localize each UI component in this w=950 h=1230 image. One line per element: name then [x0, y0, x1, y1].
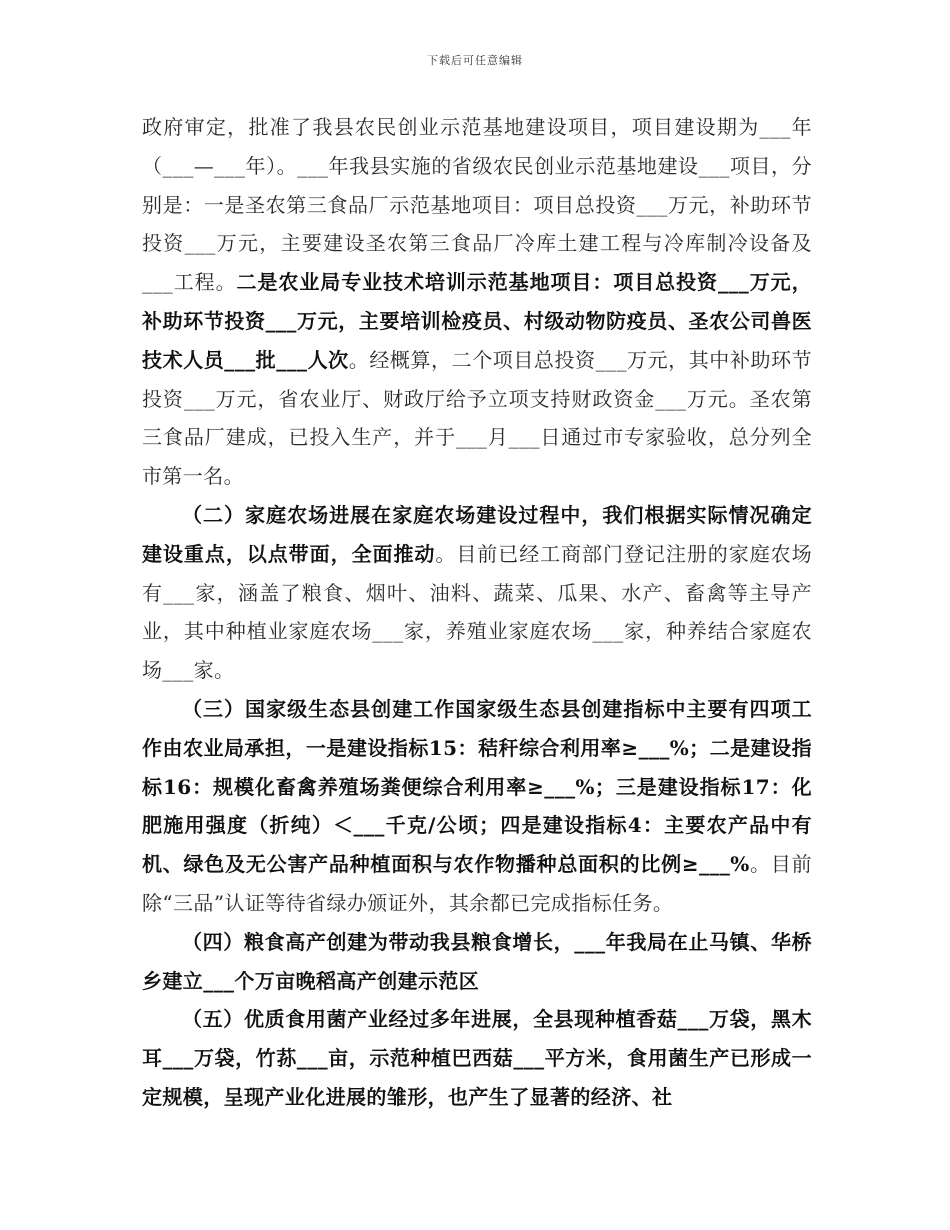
paragraph-eco-county: [142, 690, 812, 923]
paragraph-bold-text: （三）国家级生态县创建工作国家级生态县创建指标中主要有四项工作由农业局承担，一是建设指标15：秸秆综合利用率≥___%；二是建设指标16：规模化畜禽养殖场粪便综合利用率≥___%；三是建设指标17：化肥施用强度（折纯）＜___千克/公顷；四是建设指标4：主要农产品中有机、绿色及无公害产品种植面积与农作物播种总面积的比例≥___%: [142, 696, 812, 877]
document-body: [142, 108, 812, 1117]
paragraph-text: 政府审定，批准了我县农民创业示范基地建设项目，项目建设期为___年（___—___年）。___年我县实施的省级农民创业示范基地建设___项目，分别是：一是圣农第三食品厂示范基地项目：项目总投资___万元，补助环节投资___万元，主要建设圣农第三食品厂冷库土建工程与冷库制冷设备及___工程。: [142, 115, 812, 295]
paragraph-text: 。目前已经工商部门登记注册的家庭农场有___家，涵盖了粮食、烟叶、油料、蔬菜、瓜果、水产、畜禽等主导产业，其中种植业家庭农场___家，养殖业家庭农场___家，种养结合家庭农场___家。: [142, 541, 813, 683]
paragraph-grain-yield: [142, 923, 812, 1001]
paragraph-family-farm: [142, 496, 812, 690]
paragraph-project-approval: [142, 108, 812, 496]
paragraph-bold-text: （四）粮食高产创建为带动我县粮食增长，___年我局在止马镇、华桥乡建立___个万亩晚稻高产创建示范区: [142, 929, 812, 993]
page-header-note: 下载后可任意编辑: [427, 54, 523, 67]
paragraph-bold-text: （二）家庭农场进展在家庭农场建设过程中，我们根据实际情况确定建设重点，以点带面，全面推动: [142, 502, 812, 566]
paragraph-bold-text: （五）优质食用菌产业经过多年进展，全县现种植香菇___万袋，黑木耳___万袋，竹荪___亩，示范种植巴西菇___平方米，食用菌生产已形成一定规模，呈现产业化进展的雏形，也产生了显著的经济、社: [142, 1007, 812, 1109]
paragraph-mushroom-industry: [142, 1000, 812, 1116]
paragraph-text: 。目前除“三品”认证等待省绿办颁证外，其余都已完成指标任务。: [142, 852, 812, 915]
paragraph-bold-text: 二是农业局专业技术培训示范基地项目：项目总投资___万元，补助环节投资___万元，主要培训检疫员、村级动物防疫员、圣农公司兽医技术人员___批___人次: [142, 270, 812, 372]
paragraph-text: 。经概算，二个项目总投资___万元，其中补助环节投资___万元，省农业厅、财政厅给予立项支持财政资金___万元。圣农第三食品厂建成，已投入生产，并于___月___日通过市专家验收，总分列全市第一名。: [142, 347, 812, 489]
